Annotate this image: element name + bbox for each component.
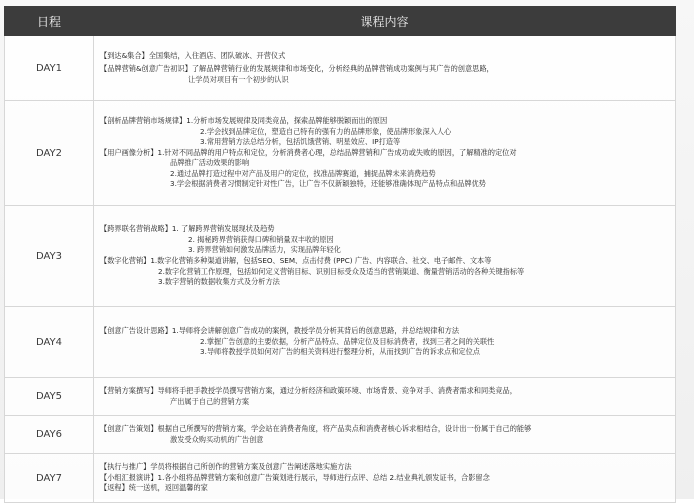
day-label: DAY2 [5, 101, 94, 206]
content-line: 激发受众购买动机的广告创意 [170, 434, 264, 444]
content-line: 3.导师将教授学员如何对广告的相关资料进行整理分析，从而找到广告的诉求点和定位点 [200, 347, 480, 357]
content-line: 【创意广告策划】根据自己所撰写的营销方案，学会站在消费者角度，将产品卖点和消费者核心诉求相结合，设计出一份属于自己的能够 [100, 423, 532, 433]
day-content [94, 36, 676, 101]
day-content [94, 454, 676, 503]
table-row [5, 378, 676, 416]
day-label: DAY3 [5, 206, 94, 307]
day-content [94, 206, 676, 307]
table-row [5, 454, 676, 503]
content-line: 2.学会找到品牌定位，塑造自己特有的强有力的品牌形象，使品牌形象深入人心 [200, 126, 452, 136]
content-line: 【小组汇报演讲】1.各小组将品牌营销方案和创意广告策划进行展示，导师进行点评、总结 2.结业典礼颁发证书，合影留念 [100, 472, 490, 482]
day-content [94, 416, 676, 454]
content-line: 【到达&集合】全国集结，入住酒店、团队破冰、开营仪式 [100, 50, 286, 60]
content-line: 2.数字化营销工作原理，包括如何定义营销目标、识别目标受众及适当的营销渠道、衡量营销活动的各种关键指标等 [158, 266, 525, 276]
table-header-row [5, 7, 676, 36]
day-content [94, 101, 676, 206]
content-line: 【品牌营销&创意广告初识】了解品牌营销行业的发展规律和市场变化，分析经典的品牌营销成功案例与其广告的创意思路， [100, 64, 494, 74]
day-label: DAY1 [5, 36, 94, 101]
table-row [5, 101, 676, 206]
table-row [5, 307, 676, 378]
content-line: 2. 揭秘跨界营销获得口碑和销量双丰收的原因 [188, 234, 334, 244]
content-line: 【营销方案撰写】导师将手把手教授学员撰写营销方案，通过分析经济和政策环境、市场背景、竞争对手、消费者需求和同类竞品， [100, 385, 517, 395]
header-content: 课程内容 [94, 7, 676, 36]
content-line: 【用户画像分析】1.针对不同品牌的用户特点和定位，分析消费者心理，总结品牌营销和广告成功或失败的原因，了解精准的定位对 [100, 147, 517, 157]
content-line: 【数字化营销】1.数字化营销多种渠道讲解，包括SEO、SEM、点击付费 (PPC) 广告、内容联合、社交、电子邮件、文本等 [100, 256, 492, 265]
content-line: 品牌推广活动效果的影响 [170, 158, 250, 168]
day-content [94, 378, 676, 416]
table-row [5, 416, 676, 454]
day-label: DAY4 [5, 307, 94, 378]
content-line: 2.通过品牌打造过程中对产品及用户的定位，找准品牌赛道，捕捉品牌未来消费趋势 [170, 168, 436, 178]
content-line: 3.常用营销方法总结分析，包括饥饿营销、明星效应、IP打造等 [200, 137, 401, 147]
content-line: 【执行与推广】学员将根据自己所创作的营销方案及创意广告阐述落地实施方法 [100, 462, 352, 472]
day-label: DAY5 [5, 378, 94, 416]
content-line: 【返程】统一送机，返回温馨的家 [100, 483, 208, 493]
schedule-table [4, 6, 676, 503]
content-line: 3. 跨界营销如何激发品牌活力，实现品牌年轻化 [188, 245, 341, 255]
day-label: DAY7 [5, 454, 94, 503]
content-line: 3.学会根据消费者习惯制定针对性广告，让广告不仅新颖独特，还能够准确体现产品特点和品牌优势 [170, 179, 486, 189]
day-label: DAY6 [5, 416, 94, 454]
day-content [94, 307, 676, 378]
header-day: 日程 [5, 7, 94, 36]
content-line: 【跨界联名营销战略】1. 了解跨界营销发展现状及趋势 [100, 224, 275, 234]
content-line: 【创意广告设计思路】1.导师将会讲解创意广告成功的案例，教授学员分析其背后的创意思路，并总结规律和方法 [100, 326, 460, 336]
content-line: 产出属于自己的营销方案 [170, 396, 250, 406]
content-line: 【剖析品牌营销市场规律】1.分析市场发展规律及同类竞品，探索品牌能够脱颖而出的原因 [100, 115, 388, 125]
content-line: 3.数字营销的数据收集方式及分析方法 [158, 277, 280, 287]
content-line: 2.掌握广告创意的主要依据，分析产品特点、品牌定位及目标消费者，找到三者之间的关联性 [200, 336, 495, 346]
table-row [5, 36, 676, 101]
table-row [5, 206, 676, 307]
content-line: 让学员对项目有一个初步的认识 [188, 74, 289, 84]
